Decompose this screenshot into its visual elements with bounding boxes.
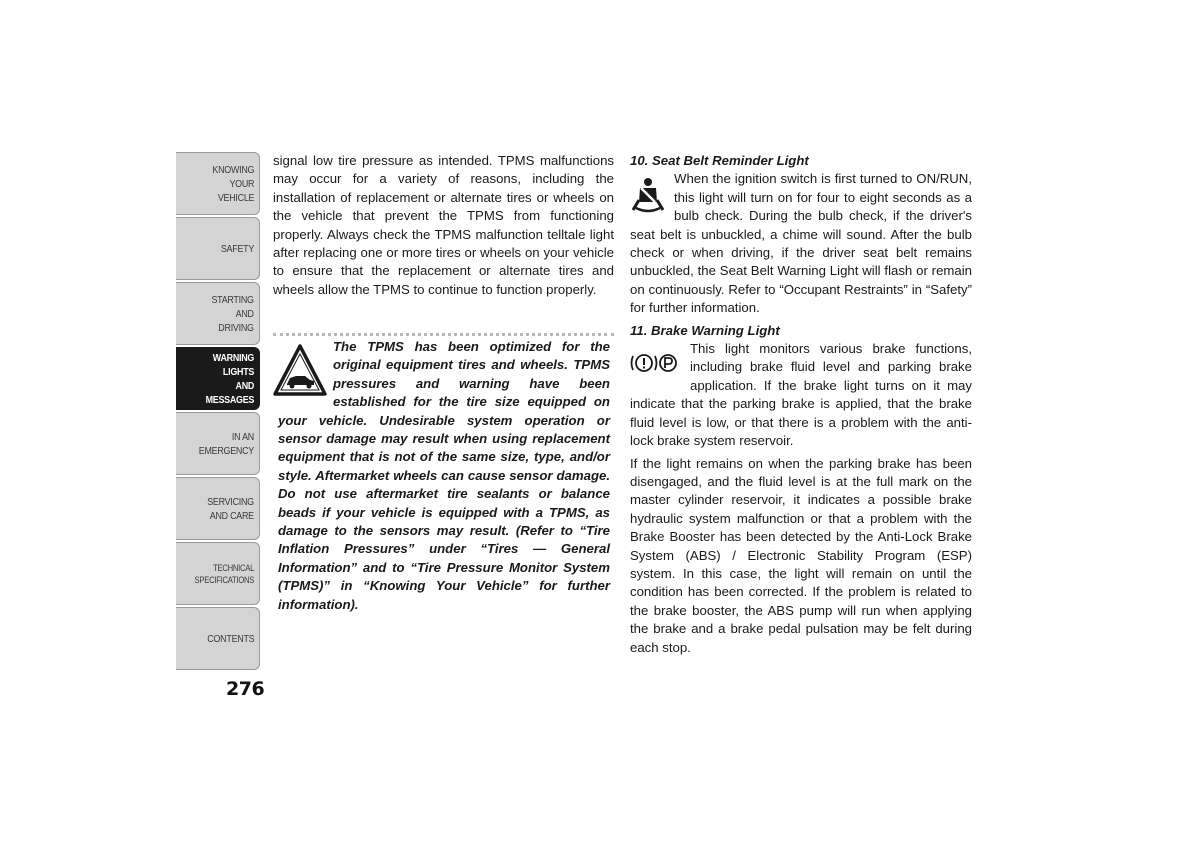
tab-technical-specifications[interactable] — [176, 542, 260, 605]
tpms-intro-paragraph: signal low tire pressure as intended. TPMS malfunctions may occur for a variety of reasons, including the installation of replacement or alternate tires or wheels on the vehicle that prevent the TPMS from functioning properly. Always check the TPMS malfunction telltale light after replacing one or more tires or wheels on your vehicle to ensure that the replacement or alternate tires and wheels allow the TPMS to continue to function properly. — [273, 153, 614, 297]
page-number: 276 — [226, 678, 265, 700]
tab-safety[interactable] — [176, 217, 260, 280]
tab-label: TECHNICAL SPECIFICATIONS — [194, 562, 254, 585]
tab-label: STARTING AND DRIVING — [211, 293, 254, 334]
tab-starting-and-driving[interactable] — [176, 282, 260, 345]
tab-servicing-and-care[interactable] — [176, 477, 260, 540]
tab-label: CONTENTS — [206, 632, 254, 645]
caution-note — [273, 333, 614, 614]
section-tabs — [176, 152, 262, 672]
tab-label: SAFETY — [220, 242, 254, 255]
tab-knowing-your-vehicle[interactable] — [176, 152, 260, 215]
tab-in-an-emergency[interactable] — [176, 412, 260, 475]
tab-contents[interactable] — [176, 607, 260, 670]
tab-label: WARNING LIGHTS AND MESSAGES — [205, 351, 254, 406]
caution-text: The TPMS has been optimized for the original equipment tires and wheels. TPMS pressures and warning have been established for the tire size equipped on your vehicle. Undesirable system operation or sensor damage may result when using replacement equipment that is not of the same size, type, and/or style. Aftermarket wheels can cause sensor damage. Do not use aftermarket tire sealants or balance beads if your vehicle is equipped with a TPMS, as damage to the sensors may result. (Refer to “Tire Inflation Pressures” under “Tires — General Information” and to “Tire Pressure Monitor System (TPMS)” in “Knowing Your Vehicle” for further information). — [278, 339, 610, 612]
tab-warning-lights-and-messages[interactable] — [176, 347, 260, 410]
brake-warning-icon — [630, 348, 682, 378]
right-column — [630, 152, 972, 657]
tab-label: SERVICING AND CARE — [207, 495, 254, 522]
seat-belt-icon — [630, 176, 666, 216]
tab-label: IN AN EMERGENCY — [198, 430, 254, 457]
left-column — [273, 152, 614, 299]
warning-triangle-icon — [273, 342, 327, 398]
brake-warning-heading: 11. Brake Warning Light — [630, 322, 780, 338]
brake-warning-text: This light monitors various brake functions, including brake fluid level and parking brake application. If the brake light turns on it may indicate that the parking brake is applied, that the brake fluid level is low, or that there is a problem with the anti-lock brake system reservoir. — [630, 341, 972, 449]
seat-belt-heading: 10. Seat Belt Reminder Light — [630, 153, 809, 168]
tab-label: KNOWING YOUR VEHICLE — [212, 163, 254, 204]
brake-warning-text-2: If the light remains on when the parking brake has been disengaged, and the fluid level is at the full mark on the master cylinder reservoir, it indicates a possible brake hydraulic system malfunction or that a problem with the Brake Booster has been detected by the Anti-Lock Brake System (ABS) / Electronic Stability Program (ESP) system. In this case, the light will remain on until the condition has been corrected. If the problem is related to the brake booster, the ABS pump will run when applying the brake and a brake pedal pulsation may be felt during each stop. — [630, 455, 972, 655]
seat-belt-text: When the ignition switch is first turned to ON/RUN, this light will turn on for four to eight seconds as a bulb check. During the bulb check, if the driver's seat belt is unbuckled, a chime will sound. After the bulb check or when driving, if the driver seat belt remains unbuckled, the Seat Belt Warning Light will flash or remain on continuously. Refer to “Occupant Restraints” in “Safety” for further information. — [630, 171, 972, 316]
